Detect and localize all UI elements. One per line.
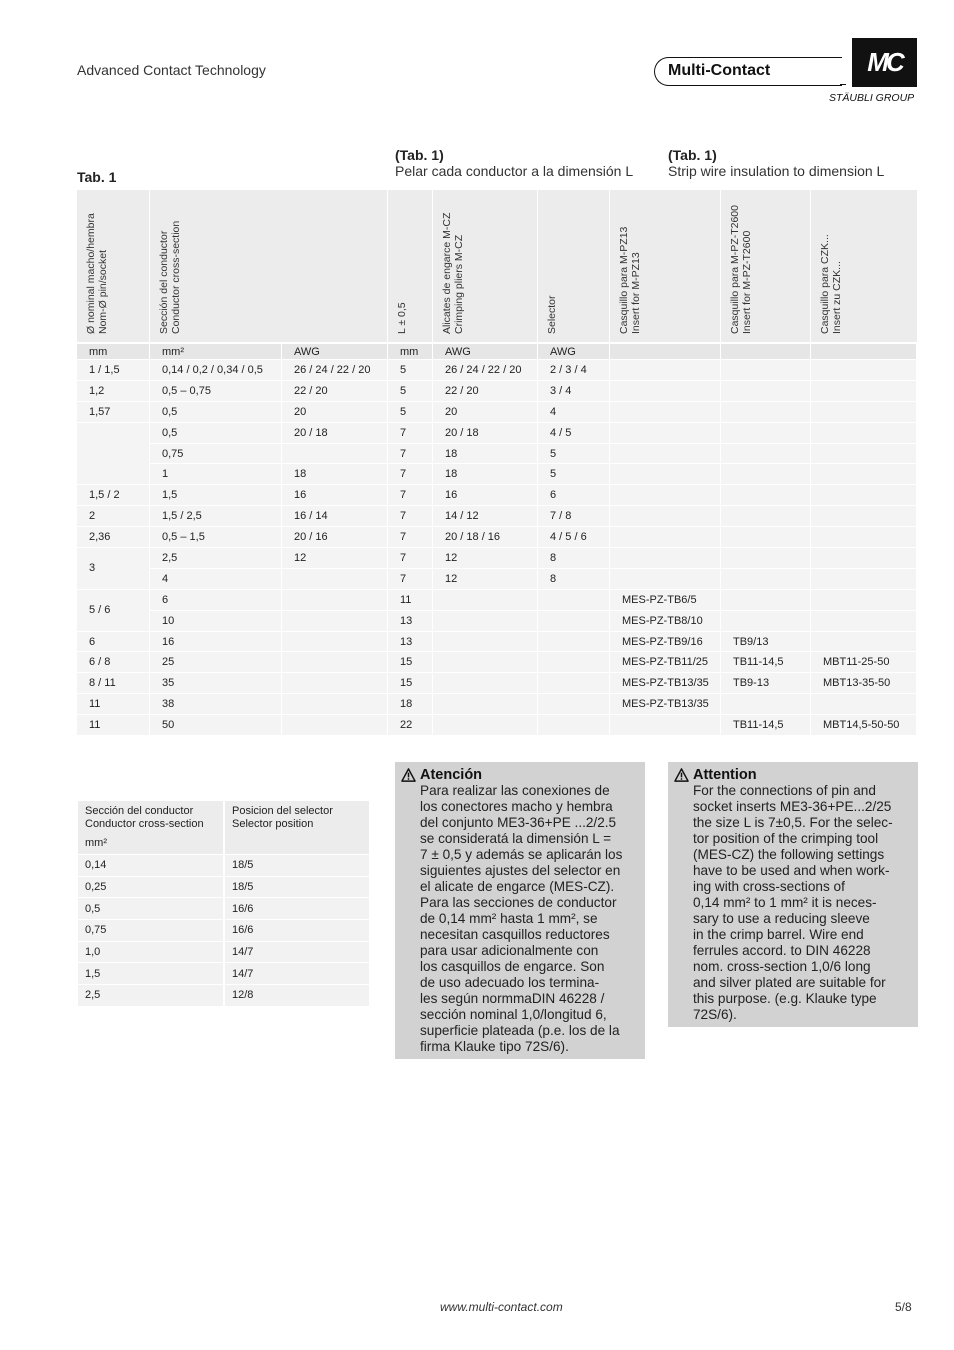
attention-title-text: Atención xyxy=(420,767,483,783)
table-cell xyxy=(721,506,811,527)
table-cell xyxy=(610,527,721,548)
table-cell: 11 xyxy=(77,694,150,715)
table-cell xyxy=(721,444,811,465)
table-cell: MES-PZ-TB6/5 xyxy=(610,590,721,611)
unit-cell xyxy=(721,344,811,360)
table-cell: 12 xyxy=(282,548,388,569)
table-cell xyxy=(282,694,388,715)
selector-row xyxy=(78,985,371,1007)
table-cell xyxy=(721,402,811,423)
table-cell: 7 xyxy=(388,423,433,444)
table-row xyxy=(77,506,917,527)
table-cell xyxy=(433,652,538,673)
table-cell: 5 xyxy=(388,360,433,381)
table-cell xyxy=(811,590,917,611)
table-cell xyxy=(721,464,811,485)
table-cell: 26 / 24 / 22 / 20 xyxy=(433,360,538,381)
table-cell: 6 / 8 xyxy=(77,652,150,673)
table-cell: 7 xyxy=(388,464,433,485)
column-header-selector xyxy=(538,190,610,342)
table-cell: 2 / 3 / 4 xyxy=(538,360,610,381)
table-cell: 6 xyxy=(538,485,610,506)
table-cell: 20 / 18 / 16 xyxy=(433,527,538,548)
table-cell: 5 xyxy=(388,402,433,423)
table-cell: 22 / 20 xyxy=(282,381,388,402)
table-cell: 8 xyxy=(538,569,610,590)
selector-cell: 1,5 xyxy=(78,963,225,985)
table-cell xyxy=(610,569,721,590)
selector-cell: 1,0 xyxy=(78,942,225,964)
table-cell: 20 / 18 xyxy=(433,423,538,444)
page-number: 5/8 xyxy=(895,1300,912,1314)
column-header-label: Alicates de engarce M-CZ Crimping pliers M-CZ xyxy=(441,212,465,334)
column-header-insert-mpz13 xyxy=(610,190,721,342)
unit-cell: AWG xyxy=(538,344,610,360)
column-header-cross-section xyxy=(150,190,388,342)
table-cell: 22 / 20 xyxy=(433,381,538,402)
table-cell xyxy=(282,611,388,632)
table-cell: 15 xyxy=(388,673,433,694)
column-header-insert-czk xyxy=(811,190,917,342)
table-cell: 16 / 14 xyxy=(282,506,388,527)
company-tagline: Advanced Contact Technology xyxy=(77,62,266,78)
table-cell xyxy=(811,381,917,402)
table-row xyxy=(77,611,917,632)
column-header-label: Ø nominal macho/hembra Nom-Ø pin/socket xyxy=(85,213,109,334)
unit-cell: AWG xyxy=(282,344,388,360)
table-cell: 0,5 xyxy=(150,423,282,444)
units-row xyxy=(77,344,917,360)
unit-cell xyxy=(811,344,917,360)
attention-note-es xyxy=(395,762,645,1059)
attention-body-en: For the connections of pin and socket inserts ME3-36+PE...2/25 the size L is 7±0,5. For the selec- tor position of the crimping tool (MES-CZ) the following settings have to be used and when work- ing with cross-sections of 0,14 mm² to 1 mm² it is neces- sary to use a reducing sleeve in the crimp barrel. Wire end ferrules accord. to DIN 46228 nom. cross-section 1,0/6 long and silver plated are suitable for this purpose. (e.g. Klauke type 72S/6). xyxy=(693,783,893,1022)
en-table-subtitle: Strip wire insulation to dimension L xyxy=(668,163,885,179)
table-cell xyxy=(538,652,610,673)
table-cell: 5 / 6 xyxy=(77,590,150,632)
selector-row xyxy=(78,877,371,899)
table-cell: 1,5 xyxy=(150,485,282,506)
footer-url[interactable]: www.multi-contact.com xyxy=(440,1300,563,1314)
table-cell xyxy=(610,402,721,423)
table-cell xyxy=(811,464,917,485)
table-cell xyxy=(721,548,811,569)
table-cell: 4 xyxy=(150,569,282,590)
unit-cell: AWG xyxy=(433,344,538,360)
table-row xyxy=(77,527,917,548)
table-row xyxy=(77,694,917,715)
table-cell: MES-PZ-TB8/10 xyxy=(610,611,721,632)
table-cell xyxy=(811,402,917,423)
table-cell xyxy=(538,694,610,715)
attention-title-es xyxy=(401,767,637,783)
table-cell: 25 xyxy=(150,652,282,673)
table-cell: 18 xyxy=(433,444,538,465)
table-cell: 7 / 8 xyxy=(538,506,610,527)
table-cell xyxy=(538,673,610,694)
table-cell: 18 xyxy=(282,464,388,485)
table-cell xyxy=(433,611,538,632)
column-header-label: Selector xyxy=(546,295,558,334)
table-cell xyxy=(282,632,388,653)
column-header-crimping-pliers xyxy=(433,190,538,342)
selector-position-table xyxy=(78,801,371,1007)
selector-cell: 14/7 xyxy=(225,963,371,985)
table-cell: MES-PZ-TB13/35 xyxy=(610,673,721,694)
table-cell: 4 / 5 / 6 xyxy=(538,527,610,548)
selector-row xyxy=(78,920,371,942)
table-cell: 7 xyxy=(388,444,433,465)
table-cell: 20 xyxy=(282,402,388,423)
warning-icon xyxy=(674,768,689,782)
table-cell xyxy=(721,423,811,444)
table-cell xyxy=(610,548,721,569)
table-row xyxy=(77,569,917,590)
table-cell: 12 xyxy=(433,548,538,569)
unit-cell: mm² xyxy=(150,344,282,360)
table-cell: 0,75 xyxy=(150,444,282,465)
table-cell xyxy=(610,485,721,506)
table-cell: 8 / 11 xyxy=(77,673,150,694)
table-cell: 11 xyxy=(77,715,150,736)
column-header-length xyxy=(388,190,433,342)
table-cell: 5 xyxy=(538,464,610,485)
table-cell xyxy=(282,652,388,673)
column-header-label: Casquillo para M-PZ13 Insert for M-PZ13 xyxy=(618,226,642,334)
table-cell: 0,5 xyxy=(150,402,282,423)
table-cell: 7 xyxy=(388,485,433,506)
table-cell: 4 / 5 xyxy=(538,423,610,444)
selector-cell: 18/5 xyxy=(225,855,371,877)
attention-body-es: Para realizar las conexiones de los conectores macho y hembra del conjunto ME3-36+PE ...2/2.5 se consideratá la dimensión L = 7 ± 0,5 y además se aplicarán los siguientes ajustes del selector en el alicate de engarce (MES-CZ). Para las secciones de conductor de 0,14 mm² hasta 1 mm², se necesitan casquillos reductores para usar adicionalmente con los casquillos de engarce. Son de uso adecuado los termina- les según normmaDIN 46228 / sección nominal 1,0/longitud 6, superficie plateada (p.e. los de la firma Klauke tipo 72S/6). xyxy=(420,783,623,1054)
table-cell xyxy=(282,590,388,611)
table-cell: MBT13-35-50 xyxy=(811,673,917,694)
es-table-ref: (Tab. 1) xyxy=(395,147,444,163)
table-cell: MES-PZ-TB9/16 xyxy=(610,632,721,653)
table-cell: 10 xyxy=(150,611,282,632)
selector-cell: 2,5 xyxy=(78,985,225,1007)
table-cell: 15 xyxy=(388,652,433,673)
brand-name: Multi-Contact xyxy=(668,62,771,79)
table-cell: 5 xyxy=(538,444,610,465)
table-cell: 1,5 / 2,5 xyxy=(150,506,282,527)
table-cell: 13 xyxy=(388,611,433,632)
table-cell: 7 xyxy=(388,548,433,569)
selector-row xyxy=(78,942,371,964)
column-header-label: Casquillo para CZK... Insert zu CZK... xyxy=(819,234,843,334)
unit-cell xyxy=(610,344,721,360)
table-cell xyxy=(610,464,721,485)
table-title: Tab. 1 xyxy=(77,169,117,185)
table-cell: 26 / 24 / 22 / 20 xyxy=(282,360,388,381)
selector-cell: 0,75 xyxy=(78,920,225,942)
warning-icon xyxy=(401,768,416,782)
table-cell xyxy=(77,423,150,486)
table-cell: 16 xyxy=(150,632,282,653)
table-row xyxy=(77,652,917,673)
table-cell: 0,14 / 0,2 / 0,34 / 0,5 xyxy=(150,360,282,381)
selector-header-unit: mm² xyxy=(85,837,107,849)
selector-row xyxy=(78,963,371,985)
selector-cell: 0,25 xyxy=(78,877,225,899)
table-cell: 7 xyxy=(388,506,433,527)
table-cell: 6 xyxy=(77,632,150,653)
table-row xyxy=(77,360,917,381)
table-cell xyxy=(610,360,721,381)
table-cell: 0,5 – 1,5 xyxy=(150,527,282,548)
table-cell xyxy=(282,569,388,590)
table-cell xyxy=(811,506,917,527)
attention-title-en xyxy=(674,767,910,783)
table-cell: MBT11-25-50 xyxy=(811,652,917,673)
column-header-insert-mpzt2600 xyxy=(721,190,811,342)
selector-cell: 12/8 xyxy=(225,985,371,1007)
table-cell xyxy=(721,381,811,402)
table-cell: 38 xyxy=(150,694,282,715)
table-cell xyxy=(811,548,917,569)
column-header-nominal-diameter xyxy=(77,190,150,342)
table-cell xyxy=(721,527,811,548)
table-cell xyxy=(811,527,917,548)
table-cell: 50 xyxy=(150,715,282,736)
table-cell xyxy=(811,444,917,465)
table-cell: MES-PZ-TB13/35 xyxy=(610,694,721,715)
table-cell: 5 xyxy=(388,381,433,402)
table-cell: 7 xyxy=(388,569,433,590)
table-cell: 0,5 – 0,75 xyxy=(150,381,282,402)
table-cell: 1 xyxy=(150,464,282,485)
table-cell: TB11-14,5 xyxy=(721,715,811,736)
selector-header-cross-section-label: Sección del conductor Conductor cross-section xyxy=(85,805,204,830)
table-row xyxy=(77,423,917,444)
table-cell: TB9-13 xyxy=(721,673,811,694)
table-cell xyxy=(811,569,917,590)
selector-cell: 18/5 xyxy=(225,877,371,899)
selector-cell: 16/6 xyxy=(225,898,371,920)
table-cell xyxy=(811,632,917,653)
selector-row xyxy=(78,855,371,877)
selector-row xyxy=(78,898,371,920)
table-cell: 8 xyxy=(538,548,610,569)
table-cell xyxy=(433,632,538,653)
selector-cell: 16/6 xyxy=(225,920,371,942)
table-row xyxy=(77,673,917,694)
table-cell xyxy=(610,423,721,444)
mc-logo: MC xyxy=(852,38,917,87)
table-cell: 20 xyxy=(433,402,538,423)
table-row xyxy=(77,464,917,485)
table-cell xyxy=(721,694,811,715)
table-cell xyxy=(811,423,917,444)
table-cell: 35 xyxy=(150,673,282,694)
table-cell xyxy=(721,590,811,611)
table-cell: MBT14,5-50-50 xyxy=(811,715,917,736)
table-cell: 12 xyxy=(433,569,538,590)
table-cell: 2 xyxy=(77,506,150,527)
table-cell: 1,2 xyxy=(77,381,150,402)
attention-title-text: Attention xyxy=(693,767,757,783)
table-row xyxy=(77,632,917,653)
brand-frame-line xyxy=(840,84,846,85)
table-row xyxy=(77,548,917,569)
table-cell: 22 xyxy=(388,715,433,736)
es-table-subtitle: Pelar cada conductor a la dimensión L xyxy=(395,163,634,179)
table-cell: 1 / 1,5 xyxy=(77,360,150,381)
table-cell: 2,36 xyxy=(77,527,150,548)
group-name: STÄUBLI GROUP xyxy=(829,92,915,104)
unit-cell: mm xyxy=(77,344,150,360)
table-cell xyxy=(282,715,388,736)
unit-cell: mm xyxy=(388,344,433,360)
table-cell: MES-PZ-TB11/25 xyxy=(610,652,721,673)
table-cell xyxy=(811,694,917,715)
en-table-ref: (Tab. 1) xyxy=(668,147,717,163)
table-cell xyxy=(433,694,538,715)
table-cell: 1,57 xyxy=(77,402,150,423)
table-cell xyxy=(610,715,721,736)
table-row xyxy=(77,381,917,402)
column-header-label: L ± 0,5 xyxy=(396,302,408,334)
column-header-label: Sección del conductor Conductor cross-section xyxy=(158,220,182,334)
table-cell xyxy=(811,485,917,506)
table-row xyxy=(77,402,917,423)
table-cell: 7 xyxy=(388,527,433,548)
table-cell: 3 xyxy=(77,548,150,590)
crimping-table xyxy=(77,344,917,736)
table-cell xyxy=(610,444,721,465)
table-cell xyxy=(538,590,610,611)
table-cell xyxy=(811,611,917,632)
table-cell xyxy=(538,632,610,653)
table-cell xyxy=(721,360,811,381)
table-row xyxy=(77,715,917,736)
table-cell: 11 xyxy=(388,590,433,611)
table-cell xyxy=(538,715,610,736)
table-row xyxy=(77,444,917,465)
selector-cell: 0,14 xyxy=(78,855,225,877)
table-row xyxy=(77,485,917,506)
attention-note-en xyxy=(668,762,918,1027)
table-cell: 20 / 16 xyxy=(282,527,388,548)
table-cell: 6 xyxy=(150,590,282,611)
selector-table-header xyxy=(78,801,371,855)
selector-cell: 0,5 xyxy=(78,898,225,920)
table-cell: 4 xyxy=(538,402,610,423)
table-cell xyxy=(721,611,811,632)
table-cell: 20 / 18 xyxy=(282,423,388,444)
selector-cell: 14/7 xyxy=(225,942,371,964)
table-cell xyxy=(433,590,538,611)
table-cell xyxy=(610,381,721,402)
selector-header-position-label: Posicion del selector Selector position xyxy=(232,805,333,830)
table-cell xyxy=(282,673,388,694)
table-cell: 13 xyxy=(388,632,433,653)
table-cell: 14 / 12 xyxy=(433,506,538,527)
selector-header-cross-section xyxy=(78,801,225,855)
table-cell: 3 / 4 xyxy=(538,381,610,402)
table-cell xyxy=(433,715,538,736)
table-cell: 16 xyxy=(282,485,388,506)
table-row xyxy=(77,590,917,611)
table-cell: 18 xyxy=(433,464,538,485)
table-cell xyxy=(610,506,721,527)
selector-header-position xyxy=(225,801,371,855)
table-cell: 18 xyxy=(388,694,433,715)
column-header-label: Casquillo para M-PZ-T2600 Insert for M-PZ-T2600 xyxy=(729,205,753,334)
table-cell xyxy=(538,611,610,632)
table-cell: TB11-14,5 xyxy=(721,652,811,673)
table-cell: 16 xyxy=(433,485,538,506)
table-cell: TB9/13 xyxy=(721,632,811,653)
table-cell xyxy=(433,673,538,694)
table-cell xyxy=(721,485,811,506)
table-cell xyxy=(721,569,811,590)
table-cell xyxy=(282,444,388,465)
table-cell: 2,5 xyxy=(150,548,282,569)
table-cell: 1,5 / 2 xyxy=(77,485,150,506)
table-cell xyxy=(811,360,917,381)
